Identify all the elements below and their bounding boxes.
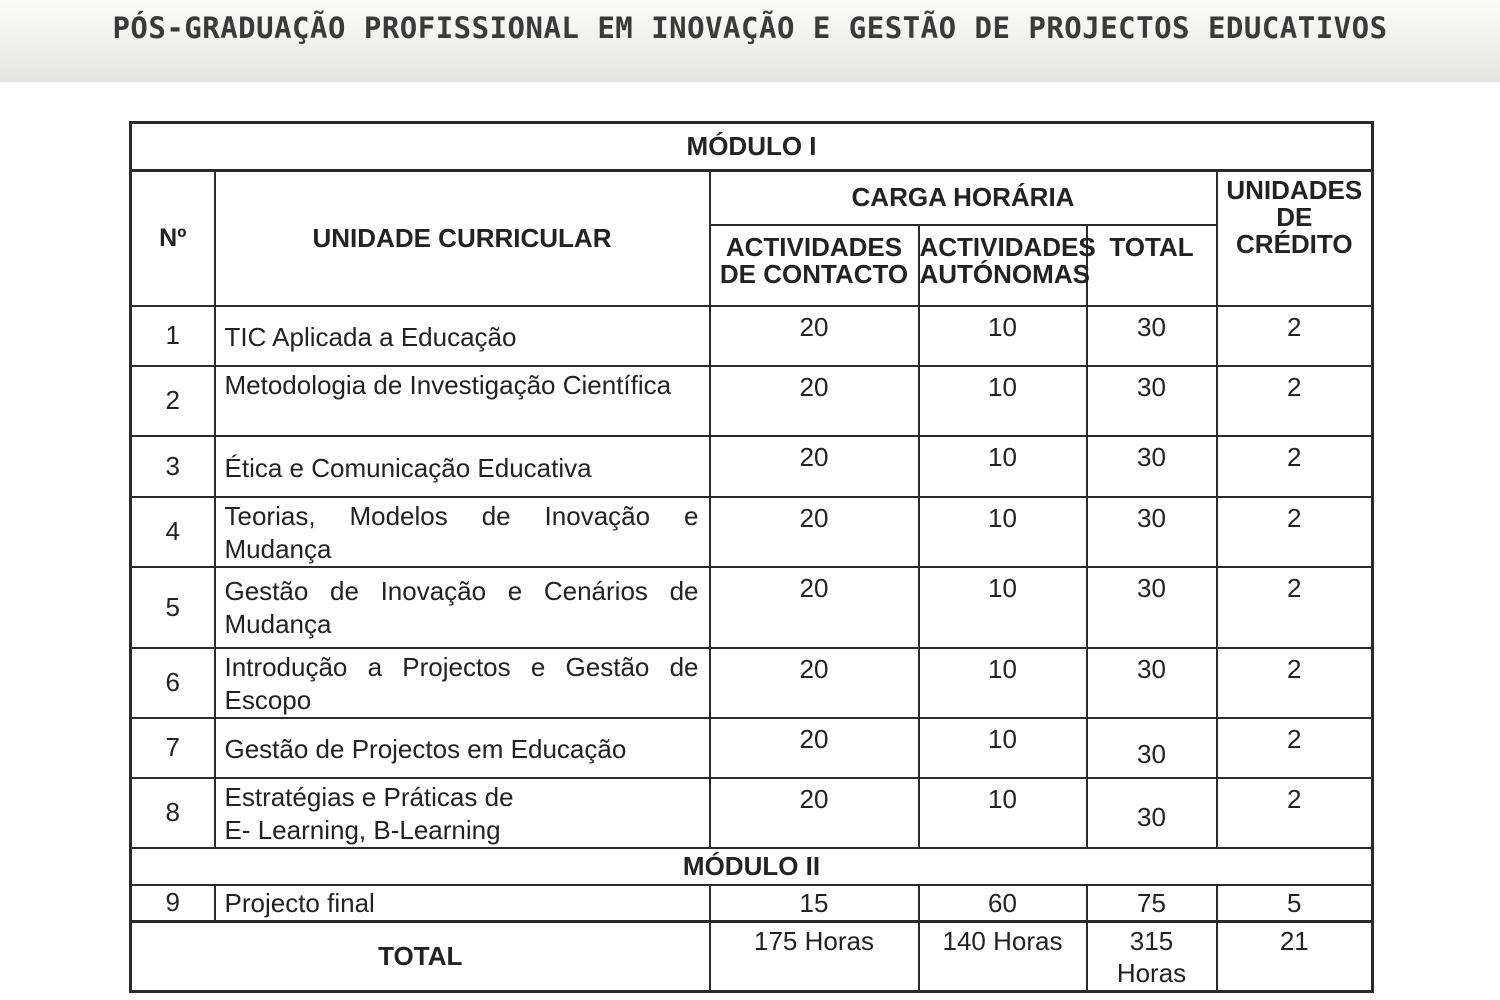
row-credits: 2 bbox=[1217, 306, 1373, 366]
row-autonomous: 10 bbox=[919, 366, 1087, 436]
module-1-title: MÓDULO I bbox=[131, 123, 1373, 171]
row-autonomous: 10 bbox=[919, 436, 1087, 497]
row-contact: 20 bbox=[710, 778, 919, 848]
table-row bbox=[131, 366, 1373, 436]
row-credits: 5 bbox=[1217, 885, 1373, 922]
row-total: 30 bbox=[1087, 497, 1217, 567]
row-autonomous: 10 bbox=[919, 497, 1087, 567]
total-hours: 315 Horas bbox=[1087, 922, 1217, 992]
page-title: PÓS-GRADUAÇÃO PROFISSIONAL EM INOVAÇÃO E GESTÃO DE PROJECTOS EDUCATIVOS bbox=[112, 11, 1388, 45]
header-autonomous: ACTIVIDADES AUTÓNOMAS bbox=[919, 225, 1087, 306]
row-unit-name: Teorias, Modelos de Inovação e Mudança bbox=[215, 497, 710, 567]
table-row bbox=[131, 718, 1373, 778]
header-credits: UNIDADES DE CRÉDITO bbox=[1217, 171, 1373, 306]
column-header-row bbox=[131, 171, 1373, 225]
table-row bbox=[131, 567, 1373, 648]
row-unit-name: Introdução a Projectos e Gestão de Escopo bbox=[215, 648, 710, 718]
header-contact: ACTIVIDADES DE CONTACTO bbox=[710, 225, 919, 306]
row-total: 30 bbox=[1087, 778, 1217, 848]
row-autonomous: 10 bbox=[919, 306, 1087, 366]
row-credits: 2 bbox=[1217, 718, 1373, 778]
row-credits: 2 bbox=[1217, 567, 1373, 648]
row-num: 1 bbox=[131, 306, 215, 366]
module-2-header-row bbox=[131, 848, 1373, 885]
total-autonomous: 140 Horas bbox=[919, 922, 1087, 992]
module-2-title: MÓDULO II bbox=[131, 848, 1373, 885]
row-num: 2 bbox=[131, 366, 215, 436]
table-row bbox=[131, 436, 1373, 497]
header-num: Nº bbox=[131, 171, 215, 306]
row-autonomous: 60 bbox=[919, 885, 1087, 922]
total-contact: 175 Horas bbox=[710, 922, 919, 992]
row-num: 8 bbox=[131, 778, 215, 848]
row-autonomous: 10 bbox=[919, 718, 1087, 778]
row-credits: 2 bbox=[1217, 648, 1373, 718]
table-row bbox=[131, 306, 1373, 366]
row-total: 30 bbox=[1087, 436, 1217, 497]
total-credits: 21 bbox=[1217, 922, 1373, 992]
table-row bbox=[131, 497, 1373, 567]
row-num: 5 bbox=[131, 567, 215, 648]
row-credits: 2 bbox=[1217, 436, 1373, 497]
module-1-header-row bbox=[131, 123, 1373, 171]
row-unit-name: Gestão de Projectos em Educação bbox=[215, 718, 710, 778]
header-unit: UNIDADE CURRICULAR bbox=[215, 171, 710, 306]
row-credits: 2 bbox=[1217, 366, 1373, 436]
header-workload: CARGA HORÁRIA bbox=[710, 171, 1217, 225]
table-row bbox=[131, 885, 1373, 922]
row-num: 3 bbox=[131, 436, 215, 497]
row-num: 7 bbox=[131, 718, 215, 778]
row-credits: 2 bbox=[1217, 497, 1373, 567]
total-row bbox=[131, 922, 1373, 992]
table-row bbox=[131, 648, 1373, 718]
row-autonomous: 10 bbox=[919, 567, 1087, 648]
row-unit-name: Ética e Comunicação Educativa bbox=[215, 436, 710, 497]
row-total: 30 bbox=[1087, 306, 1217, 366]
row-contact: 15 bbox=[710, 885, 919, 922]
row-num: 9 bbox=[131, 885, 215, 922]
row-unit-name bbox=[215, 778, 710, 848]
row-num: 6 bbox=[131, 648, 215, 718]
row-contact: 20 bbox=[710, 306, 919, 366]
row-contact: 20 bbox=[710, 436, 919, 497]
row-credits: 2 bbox=[1217, 778, 1373, 848]
row-unit-name: Projecto final bbox=[215, 885, 710, 922]
row-total: 30 bbox=[1087, 567, 1217, 648]
row-total: 30 bbox=[1087, 366, 1217, 436]
row-unit-name: TIC Aplicada a Educação bbox=[215, 306, 710, 366]
curriculum-table bbox=[129, 121, 1374, 993]
row-unit-name-line: E- Learning, B-Learning bbox=[224, 814, 501, 845]
row-total: 75 bbox=[1087, 885, 1217, 922]
row-autonomous: 10 bbox=[919, 648, 1087, 718]
row-unit-name-line: Estratégias e Práticas de bbox=[224, 781, 514, 812]
row-total: 30 bbox=[1087, 718, 1217, 778]
row-total: 30 bbox=[1087, 648, 1217, 718]
row-contact: 20 bbox=[710, 366, 919, 436]
row-contact: 20 bbox=[710, 497, 919, 567]
header-total: TOTAL bbox=[1087, 225, 1217, 306]
total-label: TOTAL bbox=[131, 922, 710, 992]
row-contact: 20 bbox=[710, 718, 919, 778]
row-num: 4 bbox=[131, 497, 215, 567]
row-unit-name: Metodologia de Investigação Científica bbox=[215, 366, 710, 436]
row-autonomous: 10 bbox=[919, 778, 1087, 848]
table-row bbox=[131, 778, 1373, 848]
row-contact: 20 bbox=[710, 648, 919, 718]
row-contact: 20 bbox=[710, 567, 919, 648]
row-unit-name: Gestão de Inovação e Cenários de Mudança bbox=[215, 567, 710, 648]
